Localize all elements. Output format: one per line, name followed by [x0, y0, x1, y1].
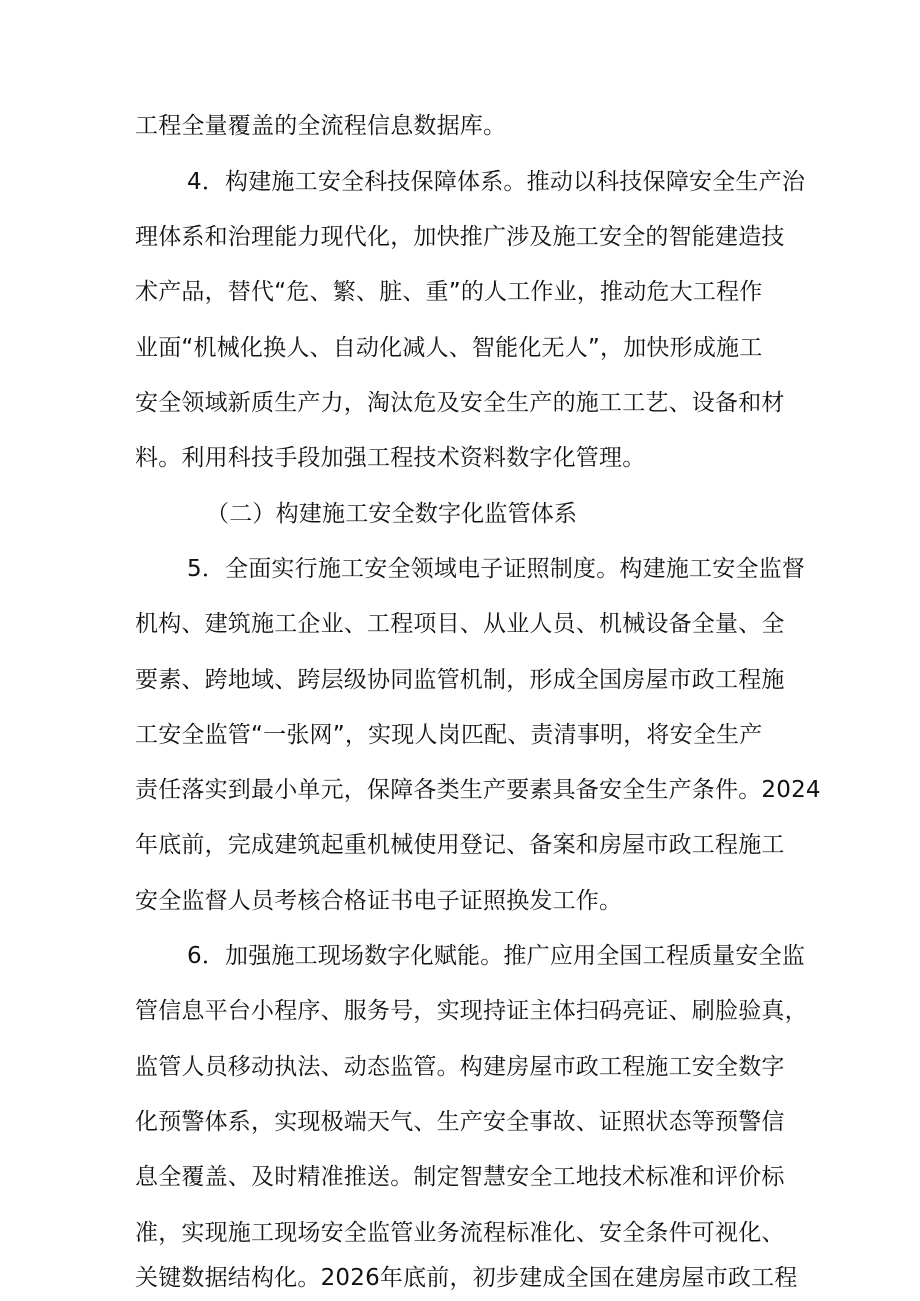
- section-6-title-line: 6．加强施工现场数字化赋能。推广应用全国工程质量安全监: [187, 943, 806, 969]
- text-line: 业面“机械化换人、自动化减人、智能化无人”，加快形成施工: [135, 335, 763, 361]
- text-line: 关键数据结构化。2026年底前，初步建成全国在建房屋市政工程: [135, 1265, 798, 1291]
- section-heading: （二）构建施工安全数字化监管体系: [206, 501, 578, 527]
- text-line: 机构、建筑施工企业、工程项目、从业人员、机械设备全量、全: [135, 611, 785, 637]
- section-4-title-line: 4．构建施工安全科技保障体系。推动以科技保障安全生产治: [187, 169, 806, 195]
- text-line: 化预警体系，实现极端天气、生产安全事故、证照状态等预警信: [135, 1109, 785, 1135]
- text-line: 安全领域新质生产力，淘汰危及安全生产的施工工艺、设备和材: [135, 390, 785, 416]
- text-line: 要素、跨地域、跨层级协同监管机制，形成全国房屋市政工程施: [135, 667, 785, 693]
- text-line: 理体系和治理能力现代化，加快推广涉及施工安全的智能建造技: [135, 224, 785, 250]
- text-line: 安全监督人员考核合格证书电子证照换发工作。: [135, 888, 623, 914]
- text-line: 准，实现施工现场安全监管业务流程标准化、安全条件可视化、: [135, 1220, 785, 1246]
- text-line: 息全覆盖、及时精准推送。制定智慧安全工地技术标准和评价标: [135, 1164, 785, 1190]
- text-line: 料。利用科技手段加强工程技术资料数字化管理。: [135, 445, 646, 471]
- text-line: 责任落实到最小单元，保障各类生产要素具备安全生产条件。2024: [135, 777, 821, 803]
- text-line: 工程全量覆盖的全流程信息数据库。: [135, 113, 507, 139]
- text-line: 监管人员移动执法、动态监管。构建房屋市政工程施工安全数字: [135, 1054, 785, 1080]
- section-5-title-line: 5．全面实行施工安全领域电子证照制度。构建施工安全监督: [187, 556, 806, 582]
- text-line: 年底前，完成建筑起重机械使用登记、备案和房屋市政工程施工: [135, 832, 785, 858]
- text-line: 工安全监管“一张网”，实现人岗匹配、责清事明，将安全生产: [135, 722, 763, 748]
- text-line: 管信息平台小程序、服务号，实现持证主体扫码亮证、刷脸验真，: [135, 998, 808, 1024]
- text-line: 术产品，替代“危、繁、脏、重”的人工作业，推动危大工程作: [135, 279, 763, 305]
